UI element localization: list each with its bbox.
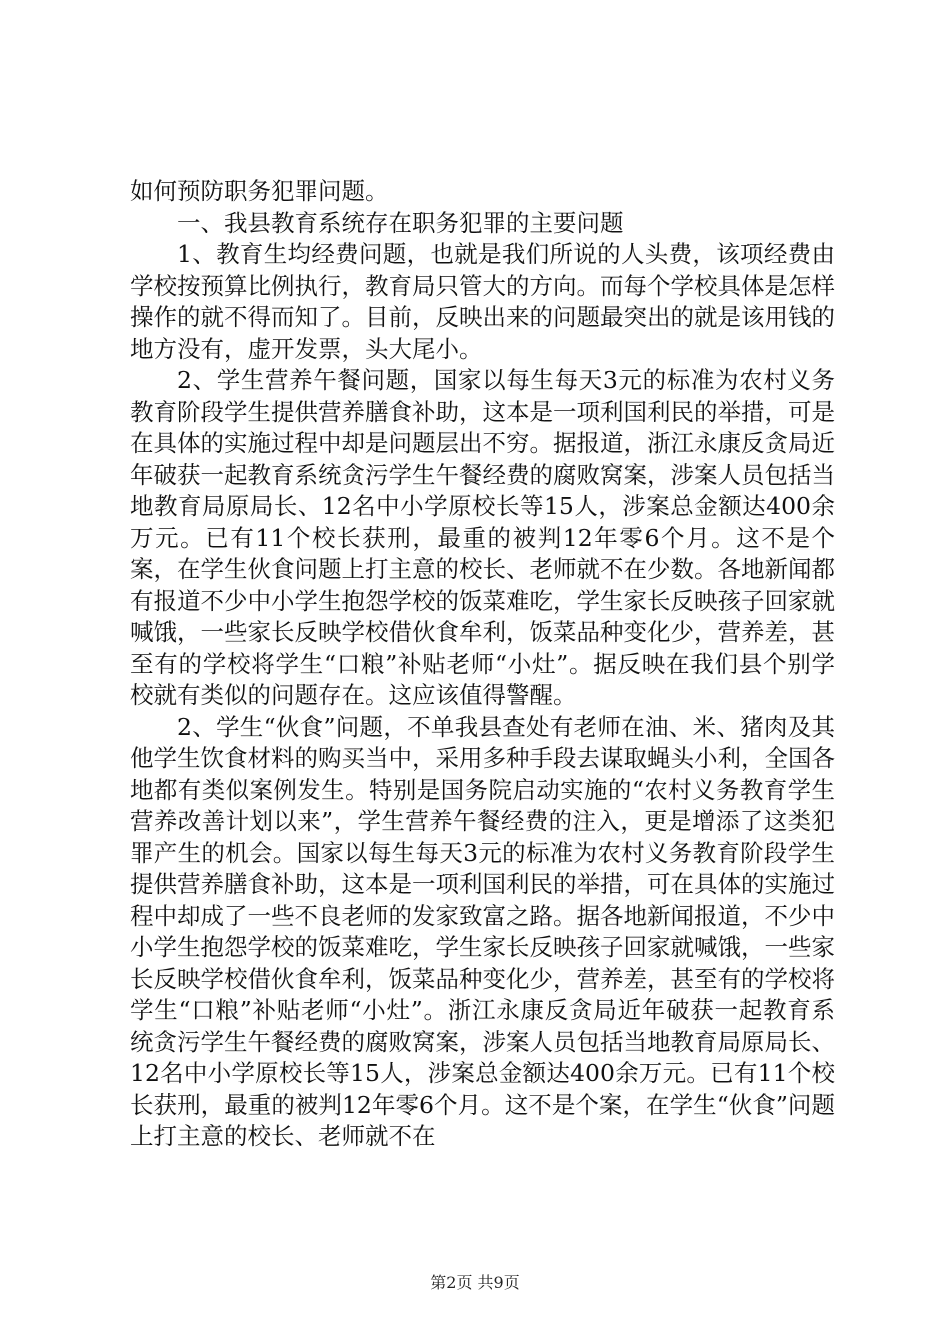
paragraph-continuation: 如何预防职务犯罪问题。 [130,177,389,205]
paragraph-meals-issue: 2、学生“伙食”问题，不单我县查处有老师在油、米、猪肉及其他学生饮食材料的购买当中，采用多种手段去谋取蝇头小利，全国各地都有类似案例发生。特别是国务院启动实施的“农村义务教育学生营养改善计划以来”，学生营养午餐经费的注入，更是增添了这类犯罪产生的机会。国家以每生每天3元的标准为农村义务教育阶段学生提供营养膳食补助，这本是一项利国利民的举措，可在具体的实施过程中却成了一些不良老师的发家致富之路。据各地新闻报道，不少中小学生抱怨学校的饭菜难吃，学生家长反映孩子回家就喊饿，一些家长反映学校借伙食牟利，饭菜品种变化少，营养差，甚至有的学校将学生“口粮”补贴老师“小灶”。浙江永康反贪局近年破获一起教育系统贪污学生午餐经费的腐败窝案，涉案人员包括当地教育局原局长、12名中小学原校长等15人，涉案总金额达400余万元。已有11个校长获刑，最重的被判12年零6个月。这不是个案，在学生“伙食”问题上打主意的校长、老师就不在 [130,712,835,1150]
page-footer: 第2页 共9页 [430,1273,520,1292]
section-heading: 一、我县教育系统存在职务犯罪的主要问题 [177,208,624,237]
paragraph-funding-issue: 1、教育生均经费问题，也就是我们所说的人头费，该项经费由学校按预算比例执行，教育局只管大的方向。而每个学校具体是怎样操作的就不得而知了。目前，反映出来的问题最突出的就是该用钱的地方没有，虚开发票，头大尾小。 [130,240,835,363]
paragraph-lunch-issue: 2、学生营养午餐问题，国家以每生每天3元的标准为农村义务教育阶段学生提供营养膳食补助，这本是一项利国利民的举措，可是在具体的实施过程中却是问题层出不穷。据报道，浙江永康反贪局近年破获一起教育系统贪污学生午餐经费的腐败窝案，涉案人员包括当地教育局原局长、12名中小学原校长等15人，涉案总金额达400余万元。已有11个校长获刑，最重的被判12年零6个月。这不是个案，在学生伙食问题上打主意的校长、老师就不在少数。各地新闻都有报道不少中小学生抱怨学校的饭菜难吃，学生家长反映孩子回家就喊饿，一些家长反映学校借伙食牟利，饭菜品种变化少，营养差，甚至有的学校将学生“口粮”补贴老师“小灶”。据反映在我们县个别学校就有类似的问题存在。这应该值得警醒。 [130,366,835,709]
document-body [130,176,835,1153]
